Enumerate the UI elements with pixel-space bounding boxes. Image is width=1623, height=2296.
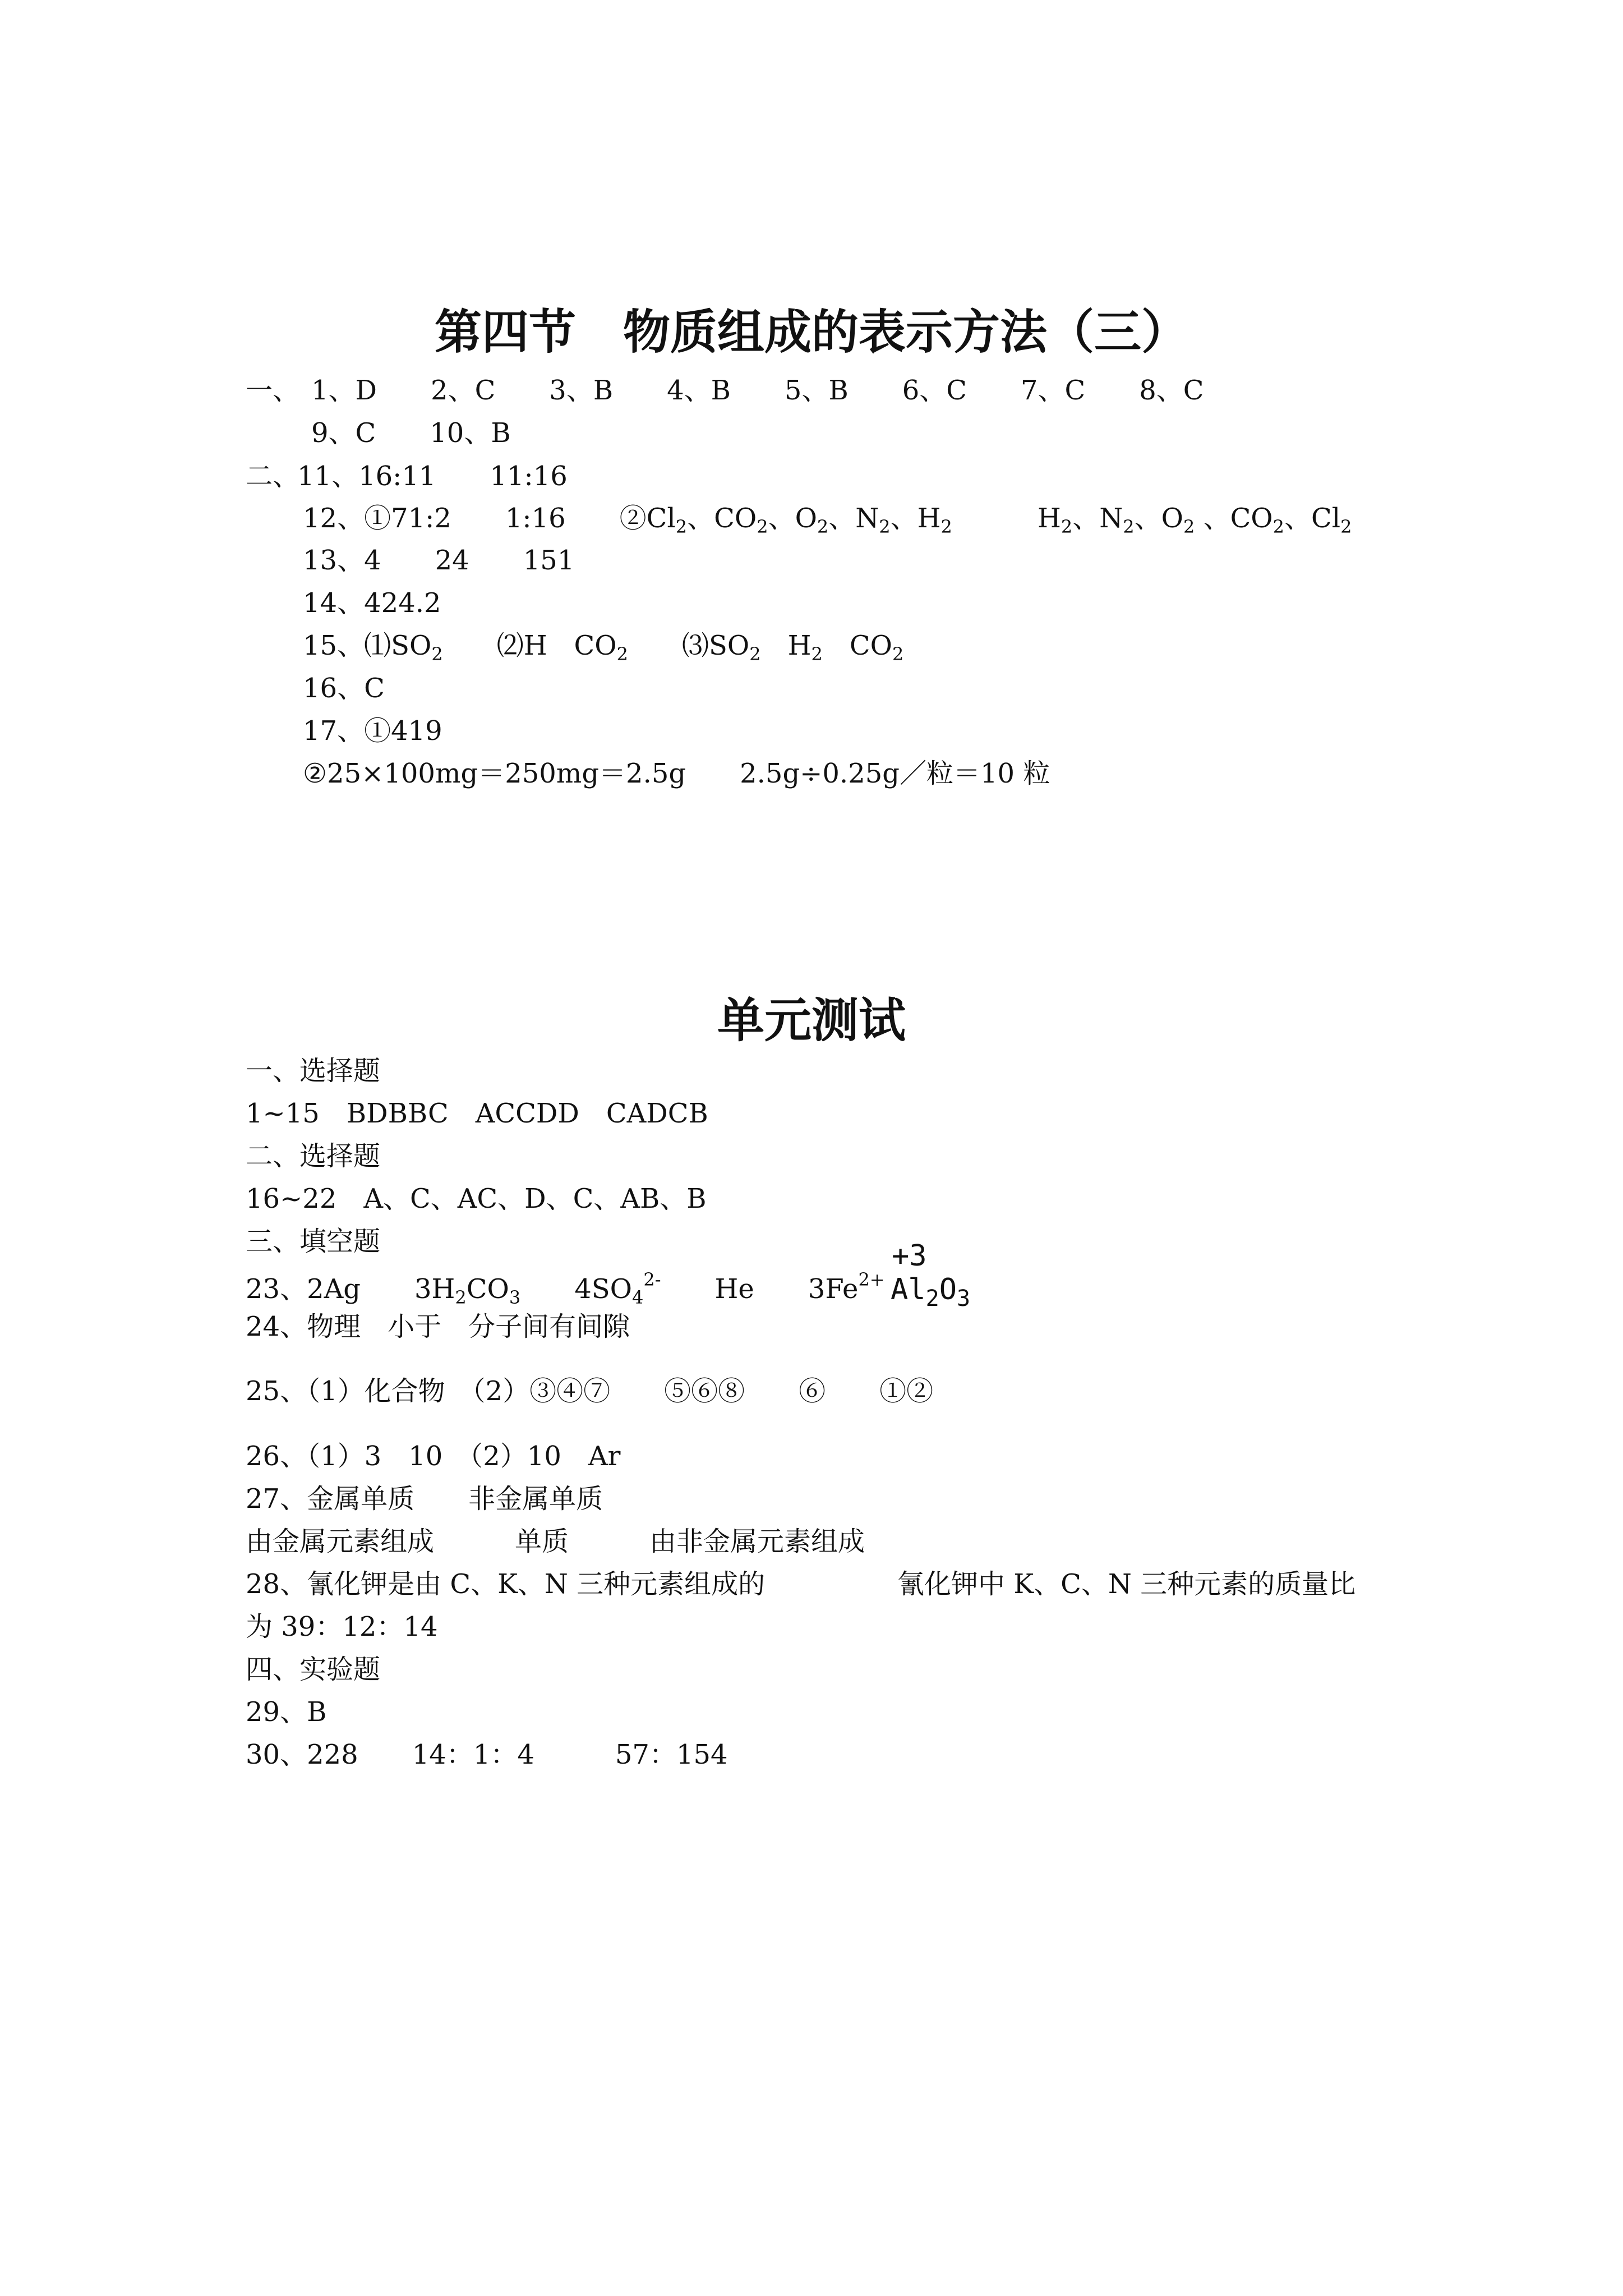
section-title-1: 第四节 物质组成的表示方法（三）: [434, 305, 1188, 360]
section-title-2: 单元测试: [717, 993, 906, 1048]
heading-fill-in: 三、填空题: [246, 1226, 381, 1257]
q30: 30、228 14：1：4 57：154: [246, 1739, 728, 1770]
q12-order: $H_2$、$N_2$、$O_2$ 、$CO_2$、$Cl_2$: [1038, 503, 1352, 537]
q26: 26、（1）3 10 （2）10 Ar: [246, 1441, 621, 1472]
part1-label: 一、: [246, 375, 300, 406]
q28-line2: 氰化钾中 K、C、N 三种元素的质量比: [897, 1568, 1356, 1600]
q12: 12、①71:2 1:16 $②Cl_2$、$CO_2$、$O_2$、$N_2$、$H_2$: [303, 503, 952, 537]
q28-line1: 28、氰化钾是由 C、K、N 三种元素组成的: [246, 1568, 766, 1600]
q28-line3: 为 39：12：14: [246, 1611, 438, 1642]
q13: 13、4 24 151: [303, 545, 575, 576]
q24: 24、物理 小于 分子间有间隙: [246, 1311, 630, 1342]
q27-line2: 由金属元素组成 单质 由非金属元素组成: [246, 1526, 865, 1557]
q29: 29、B: [246, 1696, 327, 1728]
answers-16-22: 16~22 A、C、AC、D、C、AB、B: [246, 1183, 707, 1214]
part2-label: 二、: [246, 461, 300, 492]
part1-answers-row1: 1、D 2、C 3、B 4、B 5、B 6、C 7、C 8、C: [311, 375, 1204, 406]
heading-choice-1: 一、选择题: [246, 1055, 381, 1087]
q25: 25、（1）化合物 （2）③④⑦ ⑤⑥⑧ ⑥ ①②: [246, 1375, 934, 1407]
q11: 11、16:11 11:16: [297, 461, 568, 492]
part1-answers-row2: 9、C 10、B: [311, 417, 511, 449]
heading-choice-2: 二、选择题: [246, 1140, 381, 1172]
valence-label: +3: [892, 1239, 927, 1273]
valence-formula: $Al_2O_3$: [891, 1273, 971, 1312]
heading-experiment: 四、实验题: [246, 1654, 381, 1685]
q15: 15、$⑴SO_2$ ⑵H $CO_2$ $⑶SO_2$ $H_2$ $CO_2$: [303, 630, 904, 665]
q27-line1: 27、金属单质 非金属单质: [246, 1483, 603, 1515]
q17-2: ②25×100mg＝250mg＝2.5g 2.5g÷0.25g／粒＝10 粒: [303, 758, 1050, 789]
q17-1: 17、①419: [303, 715, 442, 747]
q23: 23、2Ag $3H_2CO_3$ $4SO_4^{2-}$ He $3Fe^{2+}$: [246, 1269, 885, 1308]
answers-1-15: 1~15 BDBBC ACCDD CADCB: [246, 1098, 708, 1129]
q14: 14、424.2: [303, 587, 441, 619]
q16: 16、C: [303, 673, 385, 704]
